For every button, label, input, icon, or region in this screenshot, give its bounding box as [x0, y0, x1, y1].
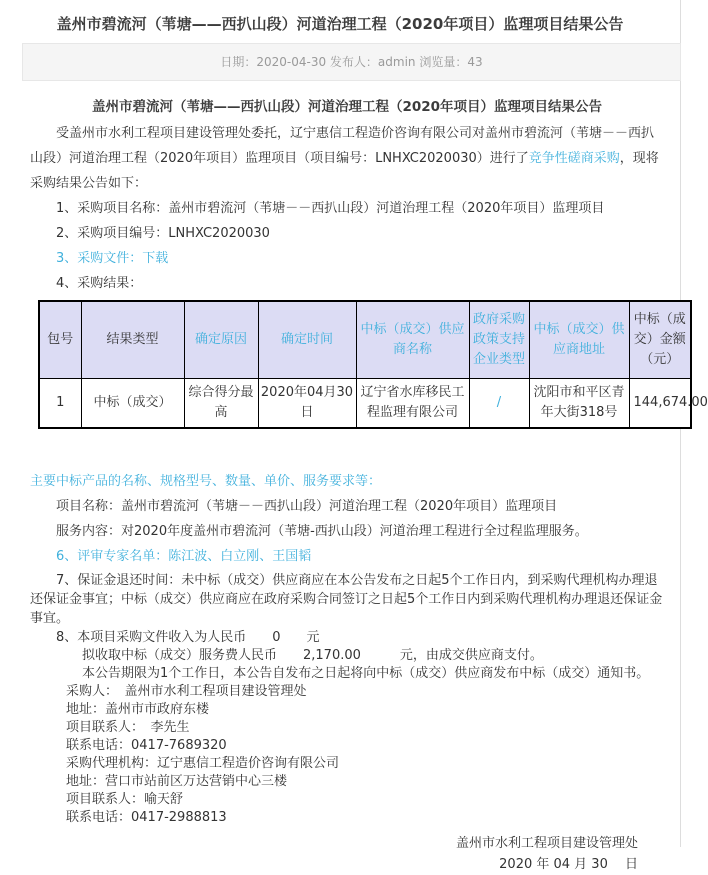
- service-fee-line: 拟收取中标（成交）服务费人民币 2,170.00 元，由成交供应商支付。: [82, 648, 543, 663]
- cell-supplier-name: 辽宁省水库移民工程监理有限公司: [356, 379, 469, 429]
- table-row: [39, 379, 691, 429]
- signature-block: [30, 833, 664, 875]
- item-document-fee: 8、本项目采购文件收入为人民币 0 元: [56, 630, 320, 645]
- col-header-package: 包号: [39, 301, 81, 379]
- products-heading: 主要中标产品的名称、规格型号、数量、单价、服务要求等：: [30, 474, 382, 489]
- cell-time: 2020年04月30日: [258, 379, 356, 429]
- cell-result-type: 中标（成交）: [81, 379, 184, 429]
- agency-line: 采购代理机构：辽宁惠信工程造价咨询有限公司: [66, 756, 340, 771]
- item-expert-list: 6、评审专家名单：陈江波、白立刚、王国韬: [56, 549, 312, 564]
- procurement-file-label: 3、采购文件：: [56, 251, 143, 266]
- cell-policy-type: /: [469, 379, 529, 429]
- page-title: 盖州市碧流河（苇塘——西扒山段）河道治理工程（2020年项目）监理项目结果公告: [56, 15, 624, 33]
- competitive-negotiation-link[interactable]: 竞争性磋商采购: [528, 151, 620, 166]
- purchaser-phone-line: 联系电话：0417-7689320: [66, 738, 227, 753]
- cell-reason: 综合得分最高: [184, 379, 258, 429]
- detail-project-name: 项目名称：盖州市碧流河（苇塘－－西扒山段）河道治理工程（2020年项目）监理项目: [56, 499, 558, 514]
- purchaser-address-line: 地址：盖州市市政府东楼: [66, 702, 210, 717]
- intro-text-pre: 受盖州市水利工程项目建设管理处委托，辽宁惠信工程造价咨询有限公司对盖州市碧流河（苇塘－－西扒山段）河道治理工程（2020年项目）监理项目（项目编号：LNHXC2020030）进行了: [30, 126, 655, 166]
- agency-address-line: 地址：营口市站前区万达营销中心三楼: [66, 774, 288, 789]
- agency-contact-line: 项目联系人：喻天舒: [66, 792, 184, 807]
- item-procurement-result: 4、采购结果：: [56, 276, 143, 291]
- agency-phone-line: 联系电话：0417-2988813: [66, 810, 227, 825]
- article-body: [0, 81, 708, 875]
- detail-service-content: 服务内容：对2020年度盖州市碧流河（苇塘-西扒山段）河道治理工程进行全过程监理服务。: [56, 524, 588, 539]
- cell-supplier-address: 沈阳市和平区青年大街318号: [529, 379, 629, 429]
- col-header-supplier-address: 中标（成交）供应商地址: [529, 301, 629, 379]
- meta-text: 日期：2020-04-30 发布人：admin 浏览量：43: [220, 55, 483, 69]
- intro-paragraph: [30, 121, 664, 196]
- purchaser-line: 采购人： 盖州市水利工程项目建设管理处: [66, 684, 307, 699]
- notice-period-line: 本公告期限为1个工作日，本公告自发布之日起将向中标（成交）供应商发布中标（成交）通知书。: [82, 666, 650, 681]
- cell-package: 1: [39, 379, 81, 429]
- meta-bar: [22, 43, 681, 81]
- intro-text-post: ，现将采购结果公告如下：: [30, 151, 659, 191]
- col-header-reason: 确定原因: [184, 301, 258, 379]
- item-procurement-file: [30, 246, 664, 271]
- item-deposit-refund: 7、保证金退还时间：未中标（成交）供应商应在本公告发布之日起5个工作日内，到采购代理机构办理退还保证金事宜；中标（成交）供应商应在政府采购合同签订之日起5个工作日内到采购代理机构办理退还保证金事宜。: [30, 573, 663, 626]
- cell-amount: 144,674.00: [629, 379, 691, 429]
- result-table-wrapper: [38, 300, 708, 429]
- purchaser-contact-line: 项目联系人： 李先生: [66, 720, 190, 735]
- result-table: [38, 300, 708, 429]
- article-title: 盖州市碧流河（苇塘——西扒山段）河道治理工程（2020年项目）监理项目结果公告: [91, 99, 603, 115]
- col-header-time: 确定时间: [258, 301, 356, 379]
- col-header-amount: 中标（成交）金额（元）: [629, 301, 691, 379]
- col-header-supplier-name: 中标（成交）供应商名称: [356, 301, 469, 379]
- item-project-number: 2、采购项目编号：LNHXC2020030: [56, 226, 270, 241]
- signature-date: 2020 年 04 月 30 日: [499, 857, 638, 872]
- item-project-name: 1、采购项目名称：盖州市碧流河（苇塘－－西扒山段）河道治理工程（2020年项目）监理项目: [56, 201, 605, 216]
- col-header-result-type: 结果类型: [81, 301, 184, 379]
- col-header-policy-type: 政府采购政策支持企业类型: [469, 301, 529, 379]
- table-header-row: [39, 301, 691, 379]
- signature-org: 盖州市水利工程项目建设管理处: [455, 836, 638, 851]
- download-link[interactable]: 下载: [142, 251, 169, 266]
